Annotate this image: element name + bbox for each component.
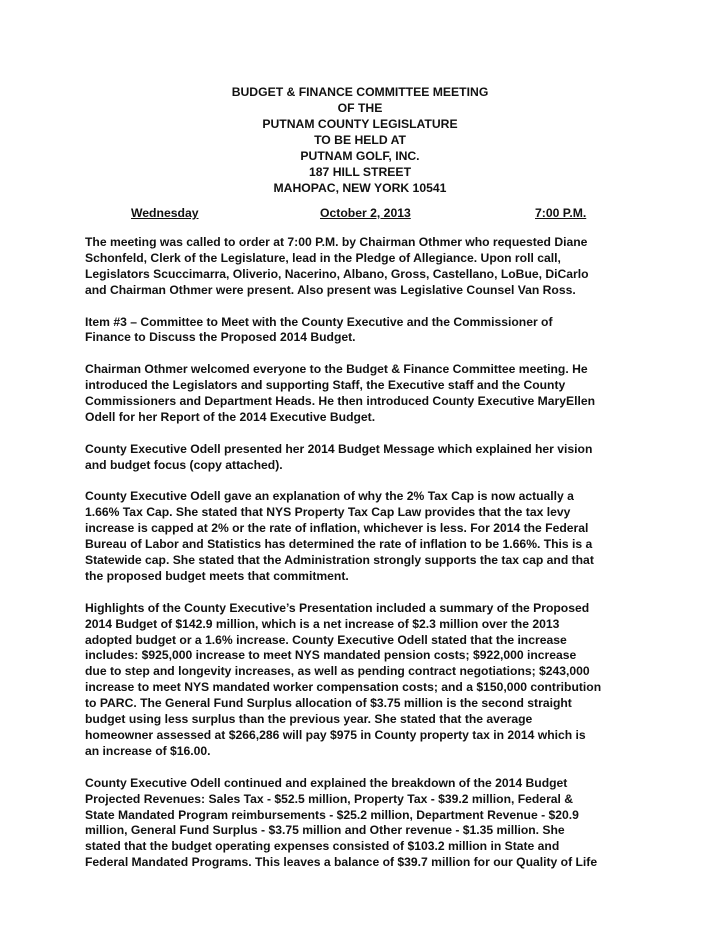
text-line: Legislators Scuccimarra, Oliverio, Nacerino, Albano, Gross, Castellano, LoBue, DiCarlo [85,266,589,281]
text-line: million, General Fund Surplus - $3.75 million and Other revenue - $1.35 million. She [85,823,565,838]
text-line: Chairman Othmer welcomed everyone to the Budget & Finance Committee meeting. He [85,362,588,377]
text-line: increase is capped at 2% or the rate of inflation, whichever is less. For 2014 the Federal [85,521,589,536]
text-line: Federal Mandated Programs. This leaves a balance of $39.7 million for our Quality of Life [85,855,598,870]
minutes-body [85,235,653,887]
paragraph-welcome [85,362,653,426]
text-line: and budget focus (copy attached). [85,457,283,472]
meeting-day: Wednesday [131,206,199,220]
text-line: adopted budget or a 1.6% increase. County Executive Odell stated that the increase [85,632,567,647]
header-venue: PUTNAM GOLF, INC. [300,149,420,163]
text-line: budget using less surplus than the previous year. She stated that the average [85,712,533,727]
meeting-date: October 2, 2013 [320,206,411,220]
header-organization: PUTNAM COUNTY LEGISLATURE [262,117,458,131]
text-line: State Mandated Program reimbursements - $25.2 million, Department Revenue - $20.9 [85,807,579,822]
text-line: Statewide cap. She stated that the Administration strongly supports the tax cap and that [85,553,594,568]
text-line: stated that the budget operating expenses consisted of $103.2 million in State and [85,839,560,854]
text-line: to PARC. The General Fund Surplus allocation of $3.75 million is the second straight [85,696,572,711]
text-line: Projected Revenues: Sales Tax - $52.5 million, Property Tax - $39.2 million, Federal & [85,791,574,806]
text-line: 1.66% Tax Cap. She stated that NYS Property Tax Cap Law provides that the tax levy [85,505,571,520]
paragraph-revenues [85,776,653,871]
meeting-time: 7:00 P.M. [535,206,587,220]
text-line: County Executive Odell continued and explained the breakdown of the 2014 Budget [85,775,568,790]
text-line: introduced the Legislators and supporting Staff, the Executive staff and the County [85,378,566,393]
text-line: includes: $925,000 increase to meet NYS mandated pension costs; $922,000 increase [85,648,577,663]
text-line: and Chairman Othmer were present. Also present was Legislative Counsel Van Ross. [85,282,576,297]
header-city: MAHOPAC, NEW YORK 10541 [273,181,447,195]
paragraph-highlights [85,601,653,760]
text-line: Bureau of Labor and Statistics has determined the rate of inflation to be 1.66%. This is a [85,537,593,552]
header-title: BUDGET & FINANCE COMMITTEE MEETING [231,85,489,99]
text-line: Commissioners and Department Heads. He then introduced County Executive MaryEllen [85,394,596,409]
text-line: County Executive Odell gave an explanation of why the 2% Tax Cap is now actually a [85,489,574,504]
text-line: The meeting was called to order at 7:00 P.M. by Chairman Othmer who requested Diane [85,235,588,249]
header-street: 187 HILL STREET [308,165,412,179]
paragraph-agenda-item [85,315,653,347]
text-line: an increase of $16.00. [85,743,211,758]
text-line: Highlights of the County Executive’s Presentation included a summary of the Proposed [85,600,590,615]
paragraph-call-to-order [85,235,653,299]
paragraph-tax-cap [85,489,653,584]
paragraph-budget-message [85,442,653,474]
text-line: the proposed budget meets that commitment. [85,568,349,583]
text-line: increase to meet NYS mandated worker compensation costs; and a $150,000 contribution [85,680,602,695]
header-line-held-at: TO BE HELD AT [314,133,406,147]
text-line: Odell for her Report of the 2014 Executive Budget. [85,409,376,424]
text-line: County Executive Odell presented her 2014 Budget Message which explained her vision [85,441,593,456]
text-line: Finance to Discuss the Proposed 2014 Budget. [85,330,356,345]
text-line: homeowner assessed at $266,286 will pay $975 in County property tax in 2014 which is [85,728,586,743]
meeting-header [0,84,720,196]
text-line: due to step and longevity increases, as well as pending contract negotiations; $243,000 [85,664,590,679]
text-line: 2014 Budget of $142.9 million, which is a net increase of $2.3 million over the 2013 [85,616,560,631]
text-line: Schonfeld, Clerk of the Legislature, lead in the Pledge of Allegiance. Upon roll call, [85,250,561,265]
header-line-of-the: OF THE [337,101,383,115]
text-line: Item #3 – Committee to Meet with the County Executive and the Commissioner of [85,314,553,329]
